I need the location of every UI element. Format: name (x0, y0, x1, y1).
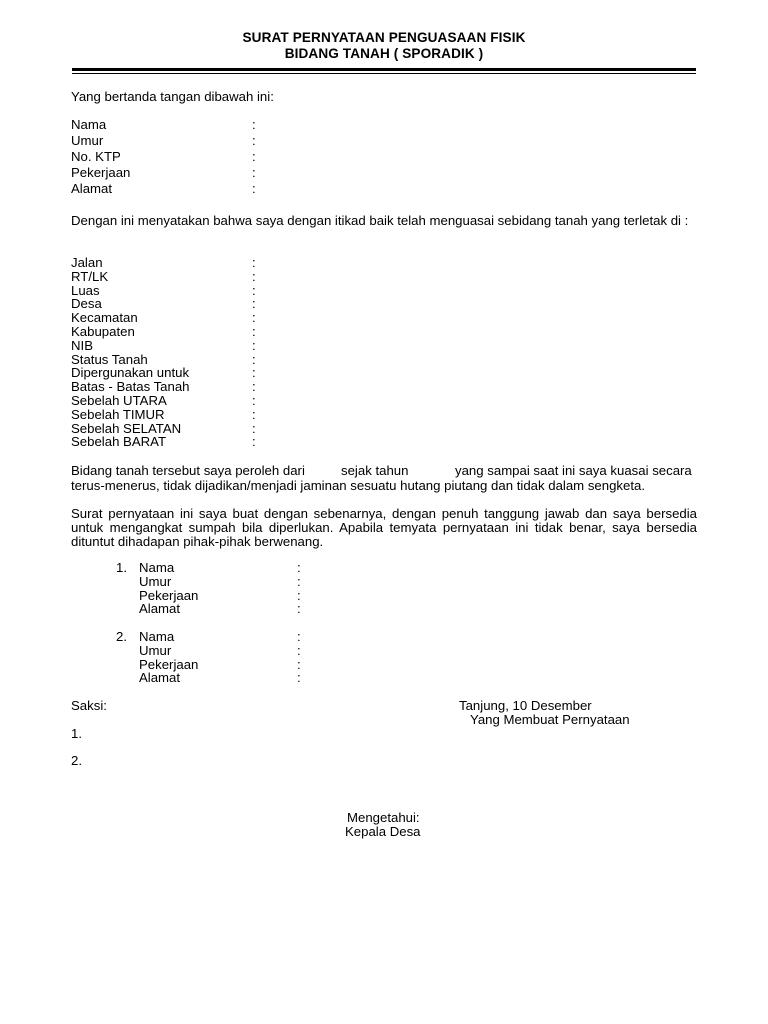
field-label: Sebelah TIMUR (71, 406, 165, 422)
statement-text: Surat pernyataan ini saya buat dengan sebenarnya, dengan penuh tanggung jawab dan saya bersedia untuk mengangkat sumpah bila diperlukan. Apabila temyata pernyataan ini tidak benar, saya bersedia dituntut dihadapan pihak-pihak berwenang. (71, 506, 697, 550)
field-colon: : (252, 365, 256, 381)
field-label: Umur (139, 573, 172, 589)
field-colon: : (297, 560, 301, 575)
field-colon: : (252, 351, 256, 367)
header-rule-thin (72, 73, 696, 74)
field-label: Luas (71, 282, 100, 298)
village-head-label: Kepala Desa (345, 824, 421, 839)
acquisition-line2: terus-menerus, tidak dijadikan/menjadi jaminan sesuatu hutang piutang dan tidak dalam sengketa. (71, 478, 646, 493)
field-label: RT/LK (71, 268, 109, 284)
maker-label: Yang Membuat Pernyataan (470, 712, 630, 727)
field-label: Alamat (139, 601, 181, 617)
field-label: Pekerjaan (139, 656, 199, 672)
acknowledged-label: Mengetahui: (347, 810, 420, 825)
field-colon: : (252, 255, 256, 270)
field-colon: : (252, 282, 256, 298)
field-label: Nama (139, 629, 175, 644)
field-label: Sebelah SELATAN (71, 420, 182, 436)
field-label: Nama (139, 560, 175, 575)
saksi-label: Saksi: (71, 698, 107, 713)
field-colon: : (252, 420, 256, 436)
field-colon: : (252, 406, 256, 422)
field-colon: : (297, 601, 301, 617)
field-colon: : (252, 149, 256, 164)
witness-number: 2. (116, 629, 127, 644)
field-colon: : (297, 587, 301, 603)
header-rule-thick (72, 68, 696, 71)
field-colon: : (252, 181, 256, 196)
field-label: Status Tanah (71, 351, 148, 367)
field-label: Alamat (139, 670, 181, 686)
field-label: No. KTP (71, 149, 121, 164)
field-colon: : (252, 165, 256, 180)
field-colon: : (252, 434, 256, 450)
field-colon: : (252, 268, 256, 284)
field-label: Sebelah UTARA (71, 393, 167, 408)
field-label: Kecamatan (71, 310, 138, 326)
field-colon: : (252, 379, 256, 395)
intro-text: Yang bertanda tangan dibawah ini: (71, 89, 274, 104)
field-label: Pekerjaan (71, 165, 131, 180)
field-colon: : (297, 642, 301, 658)
document-subtitle: BIDANG TANAH ( SPORADIK ) (284, 46, 484, 61)
field-colon: : (252, 337, 256, 353)
field-label: Alamat (71, 181, 113, 196)
field-label: Umur (139, 642, 172, 658)
field-label: Kabupaten (71, 324, 135, 339)
field-label: Batas - Batas Tanah (71, 379, 190, 395)
field-label: Umur (71, 133, 104, 148)
field-colon: : (252, 117, 256, 132)
location-intro-text: Dengan ini menyatakan bahwa saya dengan itikad baik telah menguasai sebidang tanah yang terletak di : (71, 213, 689, 228)
witness-number: 1. (116, 560, 127, 575)
field-colon: : (297, 573, 301, 589)
field-label: Pekerjaan (139, 587, 199, 603)
acquisition-part3: yang sampai saat ini saya kuasai secara (455, 463, 692, 478)
acquisition-part1: Bidang tanah tersebut saya peroleh dari (71, 463, 305, 478)
field-colon: : (252, 393, 256, 408)
saksi-2: 2. (71, 753, 82, 768)
field-colon: : (297, 670, 301, 686)
field-label: Desa (71, 296, 102, 312)
document-title: SURAT PERNYATAAN PENGUASAAN FISIK (242, 30, 526, 45)
saksi-1: 1. (71, 726, 82, 741)
field-colon: : (252, 133, 256, 148)
field-label: Dipergunakan untuk (71, 365, 190, 381)
place-date: Tanjung, 10 Desember (459, 698, 592, 713)
field-colon: : (297, 656, 301, 672)
field-label: NIB (71, 337, 93, 353)
field-label: Jalan (71, 255, 103, 270)
field-label: Nama (71, 117, 107, 132)
field-colon: : (252, 310, 256, 326)
acquisition-part2: sejak tahun (341, 463, 409, 478)
field-label: Sebelah BARAT (71, 434, 167, 450)
field-colon: : (297, 629, 301, 644)
field-colon: : (252, 324, 256, 339)
field-colon: : (252, 296, 256, 312)
